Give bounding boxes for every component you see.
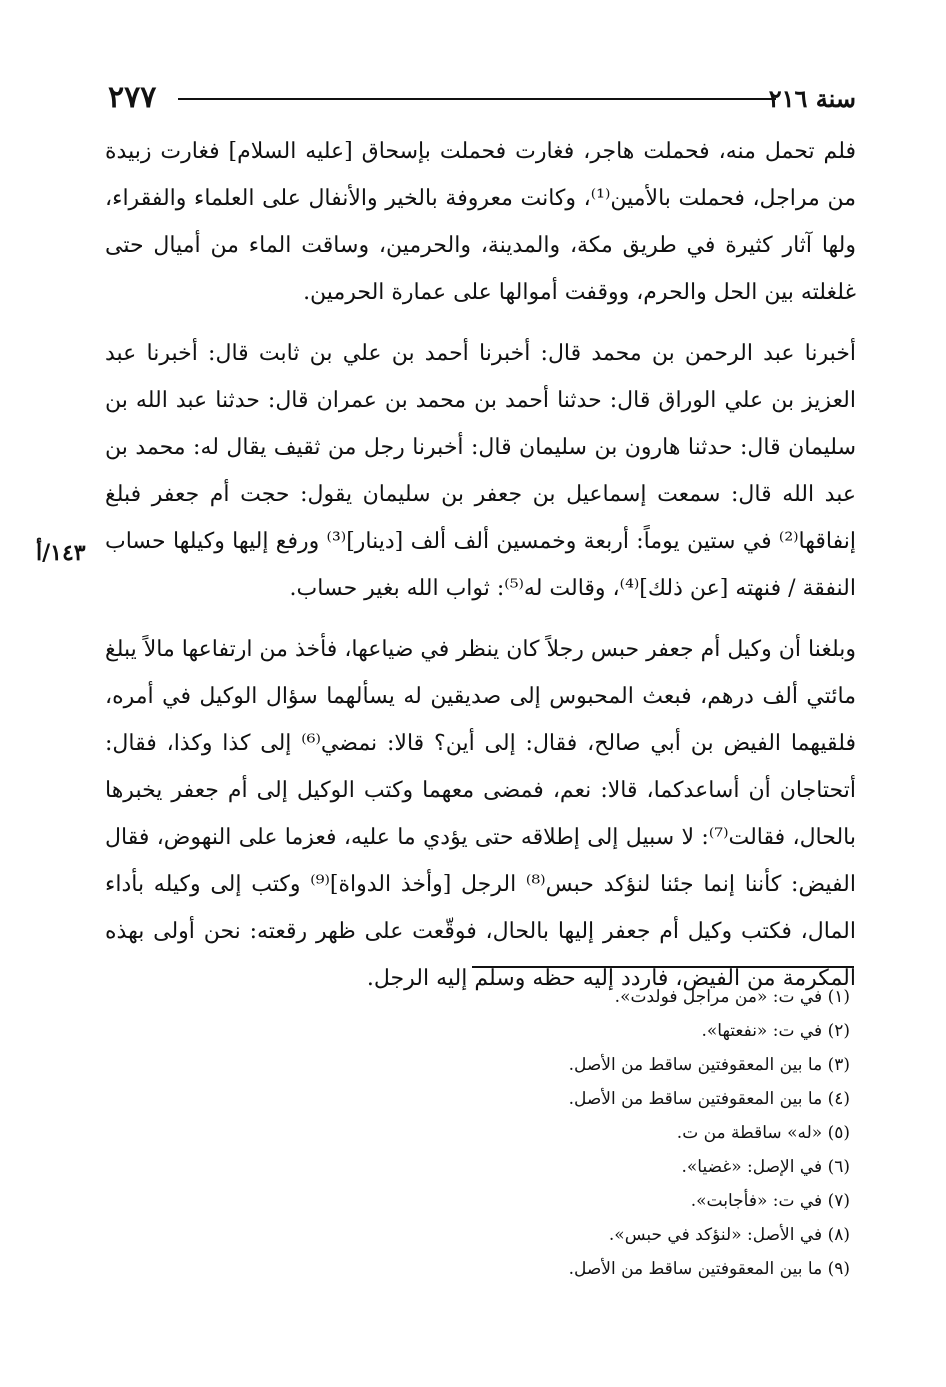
footnote-item: (٩) ما بين المعقوفتين ساقط من الأصل. bbox=[568, 1259, 850, 1279]
main-text bbox=[105, 128, 856, 1002]
paragraph-1: فلم تحمل منه، فحملت هاجر، فغارت فحملت بإسحاق [عليه السلام] فغارت زبيدة من مراجل، فحملت بالأمين⁽¹⁾، وكانت معروفة بالخير والأنفال على العلماء والفقراء، ولها آثار كثيرة في طريق مكة، والمدينة، والحرمين، وساقت الماء من أميال حتى غلغلته بين الحل والحرم، ووقفت أموالها على عمارة الحرمين. bbox=[105, 139, 856, 305]
footnote-item: (٧) في ت: «فأجابت». bbox=[690, 1191, 850, 1211]
footnote-item: (٢) في ت: «نفعتها». bbox=[701, 1021, 850, 1041]
footnote-item: (١) في ت: «من مراجل فولدت». bbox=[614, 987, 850, 1007]
footnote-item: (٨) في الأصل: «لنؤكد في حبس». bbox=[608, 1225, 850, 1245]
manuscript-folio-note: ١٤٣/أ bbox=[36, 540, 86, 566]
paragraph-2: أخبرنا عبد الرحمن بن محمد قال: أخبرنا أحمد بن علي بن ثابت قال: أخبرنا عبد العزيز بن علي الوراق قال: حدثنا أحمد بن محمد بن عمران قال: حدثنا عبد الله بن سليمان قال: حدثنا هارون بن سليمان قال: أخبرنا رجل من ثقيف يقال له: محمد بن عبد الله قال: سمعت إسماعيل بن جعفر بن سليمان يقول: حجت أم جعفر فبلغ إنفاقها⁽²⁾ في ستين يوماً: أربعة وخمسين ألف ألف [دينار]⁽³⁾ ورفع إليها وكيلها حساب النفقة / فنهته [عن ذلك]⁽⁴⁾، وقالت له⁽⁵⁾: ثواب الله بغير حساب. bbox=[105, 341, 856, 601]
footnote-rule bbox=[472, 966, 854, 968]
footnotes bbox=[200, 980, 850, 1286]
footnote-item: (٦) في الإصل: «غضيا». bbox=[681, 1157, 850, 1177]
footnote-item: (٣) ما بين المعقوفتين ساقط من الأصل. bbox=[568, 1055, 850, 1075]
paragraph-3: وبلغنا أن وكيل أم جعفر حبس رجلاً كان ينظر في ضياعها، فأخذ من ارتفاعها مالاً يبلغ مائتي ألف درهم، فبعث المحبوس إلى صديقين له يسألهما سؤال الوكيل في أمره، فلقيهما الفيض بن أبي صالح، فقال: إلى أين؟ قالا: نمضي⁽⁶⁾ إلى كذا وكذا، فقال: أتحتاجان أن أساعدكما، قالا: نعم، فمضى معهما وكتب الوكيل إلى أم جعفر يخبرها بالحال، فقالت⁽⁷⁾: لا سبيل إلى إطلاقه حتى يؤدي ما عليه، فعزما على النهوض، فقال الفيض: كأننا إنما جئنا لنؤكد حبس⁽⁸⁾ الرجل [وأخذ الدواة]⁽⁹⁾ وكتب إلى وكيله بأداء المال، فكتب وكيل أم جعفر إليها بالحال، فوقّعت على ظهر رقعته: نحن أولى بهذه المكرمة من الفيض، فاردد إليه حظه وسلم إليه الرجل. bbox=[105, 637, 856, 991]
footnote-item: (٤) ما بين المعقوفتين ساقط من الأصل. bbox=[568, 1089, 850, 1109]
footnote-item: (٥) «له» ساقطة من ت. bbox=[676, 1123, 850, 1143]
header-rule bbox=[178, 98, 776, 100]
page-number: ٢٧٧ bbox=[108, 80, 157, 115]
section-title: سنة ٢١٦ bbox=[768, 84, 856, 113]
page-header bbox=[108, 78, 856, 118]
